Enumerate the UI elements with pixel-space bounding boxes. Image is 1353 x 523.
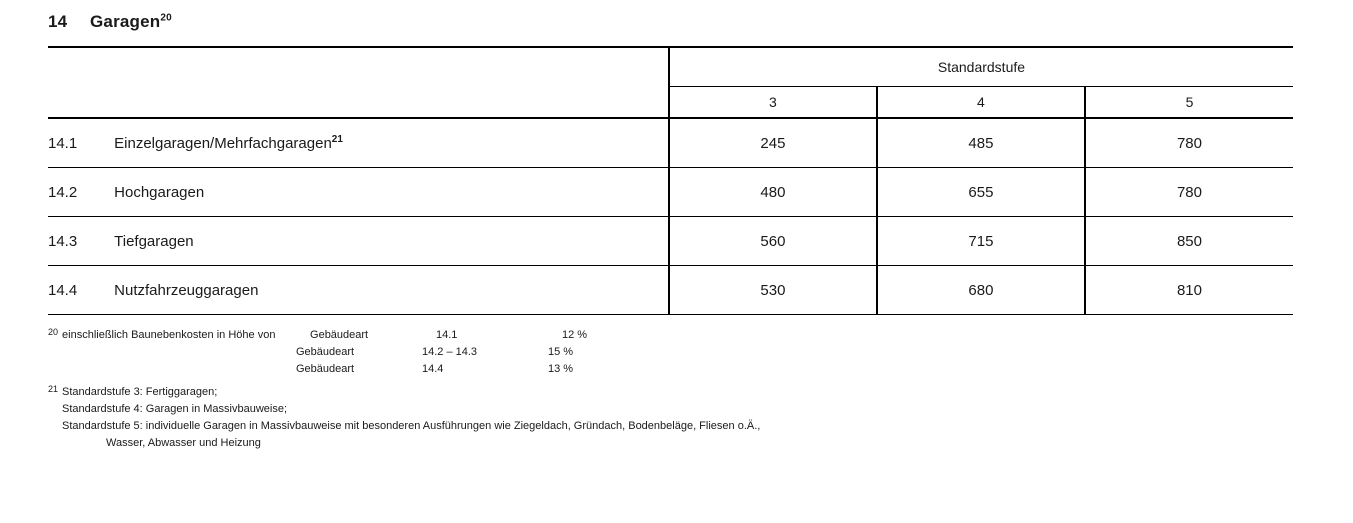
- footnote-20-row-1-ref: 14.2 – 14.3: [422, 346, 478, 359]
- footnote-20-row-0-label: Gebäudeart: [310, 329, 369, 341]
- header-spacer-name: [114, 47, 669, 87]
- row-value-3: 530: [669, 266, 877, 315]
- section-footnote-marker: 20: [160, 12, 172, 24]
- row-value-3: 480: [669, 168, 877, 217]
- row-value-4: 680: [877, 266, 1085, 315]
- section-number: 14: [48, 12, 68, 31]
- row-value-4: 715: [877, 217, 1085, 266]
- table-bottom-rule: [48, 315, 1293, 316]
- footnote-21-text-2: Standardstufe 4: Garagen in Massivbauweise;: [62, 403, 288, 416]
- table-bottom-rule-row: [48, 315, 1293, 316]
- row-value-5: 850: [1085, 217, 1293, 266]
- table-row: [48, 266, 1293, 315]
- footnote-20-marker: 20: [48, 327, 59, 337]
- row-number: 14.3: [48, 217, 114, 266]
- table-row: [48, 168, 1293, 217]
- footnote-21-line-4: [48, 435, 1293, 452]
- row-value-5: 780: [1085, 118, 1293, 168]
- footnote-20-row-2-value: 13 %: [548, 363, 574, 376]
- row-number: 14.2: [48, 168, 114, 217]
- table-row: [48, 118, 1293, 168]
- footnote-20-intro: einschließlich Baunebenkosten in Höhe von: [62, 329, 276, 341]
- footnote-20-row-0-ref: 14.1: [436, 329, 458, 341]
- row-value-4: 655: [877, 168, 1085, 217]
- section-title: Garagen: [90, 12, 161, 31]
- header-col-3: 3: [669, 87, 877, 119]
- header-spacer-name-2: [114, 87, 669, 119]
- footnote-21-marker: 21: [48, 384, 59, 395]
- footnote-20: [48, 327, 1293, 378]
- header-spacer-num-2: [48, 87, 114, 119]
- row-label: Nutzfahrzeuggaragen: [114, 266, 669, 315]
- row-number: 14.4: [48, 266, 114, 315]
- header-standardstufe: Standardstufe: [669, 47, 1293, 87]
- footnotes: [48, 327, 1293, 452]
- footnote-20-row-1-label: Gebäudeart: [296, 346, 355, 359]
- row-label: Einzelgaragen/Mehrfachgaragen: [114, 135, 332, 152]
- footnote-20-row-2-label: Gebäudeart: [296, 363, 355, 376]
- row-label: Hochgaragen: [114, 168, 669, 217]
- footnote-21-text-3: Standardstufe 5: individuelle Garagen in Massivbauweise mit besonderen Ausführungen wie Ziegeldach, Gründach, Bodenbeläge, Fliesen o.Ä.,: [62, 420, 761, 433]
- header-col-5: 5: [1085, 87, 1293, 119]
- header-col-4: 4: [877, 87, 1085, 119]
- row-label-wrap: [114, 118, 669, 168]
- footnote-21-line-1: [48, 384, 1293, 401]
- row-number: 14.1: [48, 118, 114, 168]
- row-value-4: 485: [877, 118, 1085, 168]
- row-value-5: 780: [1085, 168, 1293, 217]
- row-value-3: 245: [669, 118, 877, 168]
- footnote-21-text-4: Wasser, Abwasser und Heizung: [106, 437, 261, 450]
- footnote-20-line-2: [48, 344, 1293, 361]
- header-spacer-num: [48, 47, 114, 87]
- row-value-3: 560: [669, 217, 877, 266]
- footnote-20-line-1: [48, 327, 1293, 344]
- section-title-wrap: [90, 12, 172, 32]
- table-header-group-row: [48, 47, 1293, 87]
- footnote-20-row-1-value: 15 %: [548, 346, 574, 359]
- values-table: [48, 46, 1293, 315]
- section-heading: [48, 12, 1293, 32]
- footnote-20-line-3: [48, 361, 1293, 378]
- row-label-footnote-marker: 21: [331, 134, 343, 145]
- footnote-21-line-3: [48, 418, 1293, 435]
- table-header-columns-row: [48, 87, 1293, 119]
- footnote-21-text-1: Standardstufe 3: Fertiggaragen;: [62, 386, 218, 399]
- footnote-21-line-2: [48, 401, 1293, 418]
- footnote-20-row-2-ref: 14.4: [422, 363, 444, 376]
- footnote-21: [48, 384, 1293, 452]
- table-row: [48, 217, 1293, 266]
- row-value-5: 810: [1085, 266, 1293, 315]
- row-label: Tiefgaragen: [114, 217, 669, 266]
- footnote-20-row-0-value: 12 %: [562, 329, 588, 341]
